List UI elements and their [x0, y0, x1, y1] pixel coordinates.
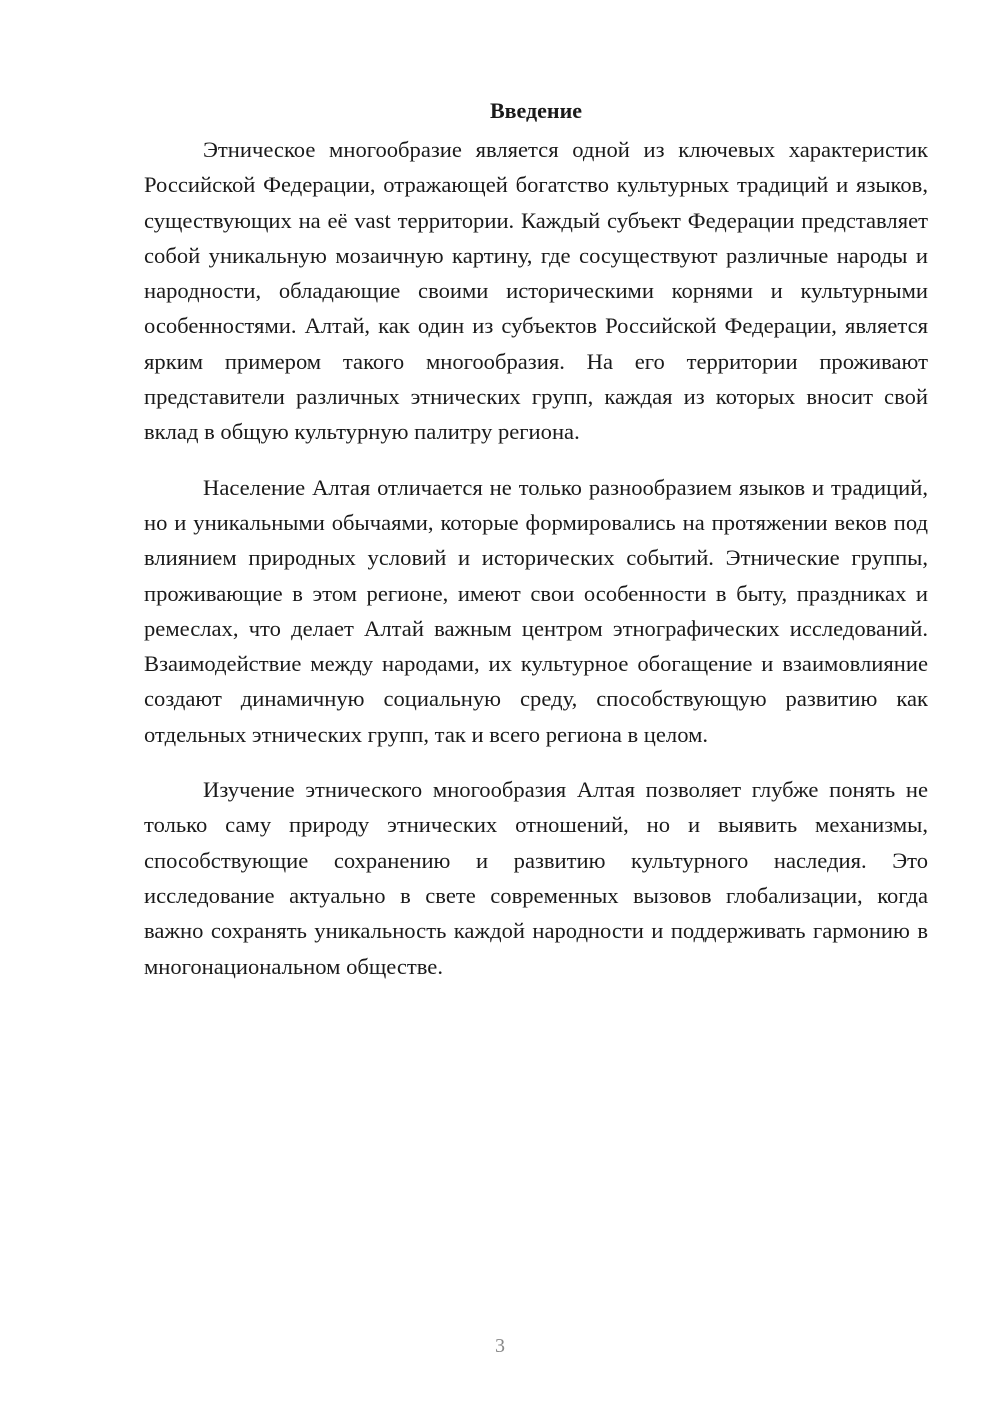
page-content — [144, 96, 928, 1004]
paragraph-3: Изучение этнического многообразия Алтая позволяет глубже понять не только саму природу этнических отношений, но и выявить механизмы, способствующие сохранению и развитию культурного наследия. Это исследование актуально в свете современных вызовов глобализации, когда важно сохранять уникальность каждой народности и поддерживать гармонию в многонациональном обществе. — [144, 777, 928, 979]
page-number: 3 — [495, 1335, 505, 1357]
paragraph-2: Население Алтая отличается не только разнообразием языков и традиций, но и уникальными обычаями, которые формировались на протяжении веков под влиянием природных условий и исторических событий. Этнические группы, проживающие в этом регионе, имеют свои особенности в быту, праздниках и ремеслах, что делает Алтай важным центром этнографических исследований. Взаимодействие между народами, их культурное обогащение и взаимовлияние создают динамичную социальную среду, способствующую развитию как отдельных этнических групп, так и всего региона в целом. — [144, 474, 928, 747]
paragraph-1: Этническое многообразие является одной из ключевых характеристик Российской Федерации, отражающей богатство культурных традиций и языков, существующих на её vast территории. Каждый субъект Федерации представляет собой уникальную мозаичную картину, где сосуществуют различные народы и народности, обладающие своими историческими корнями и культурными особенностями. Алтай, как один из субъектов Российской Федерации, является ярким примером такого многообразия. На его территории проживают представители различных этнических групп, каждая из которых вносит свой вклад в общую культурную палитру региона. — [144, 137, 928, 445]
section-title: Введение — [489, 98, 583, 123]
